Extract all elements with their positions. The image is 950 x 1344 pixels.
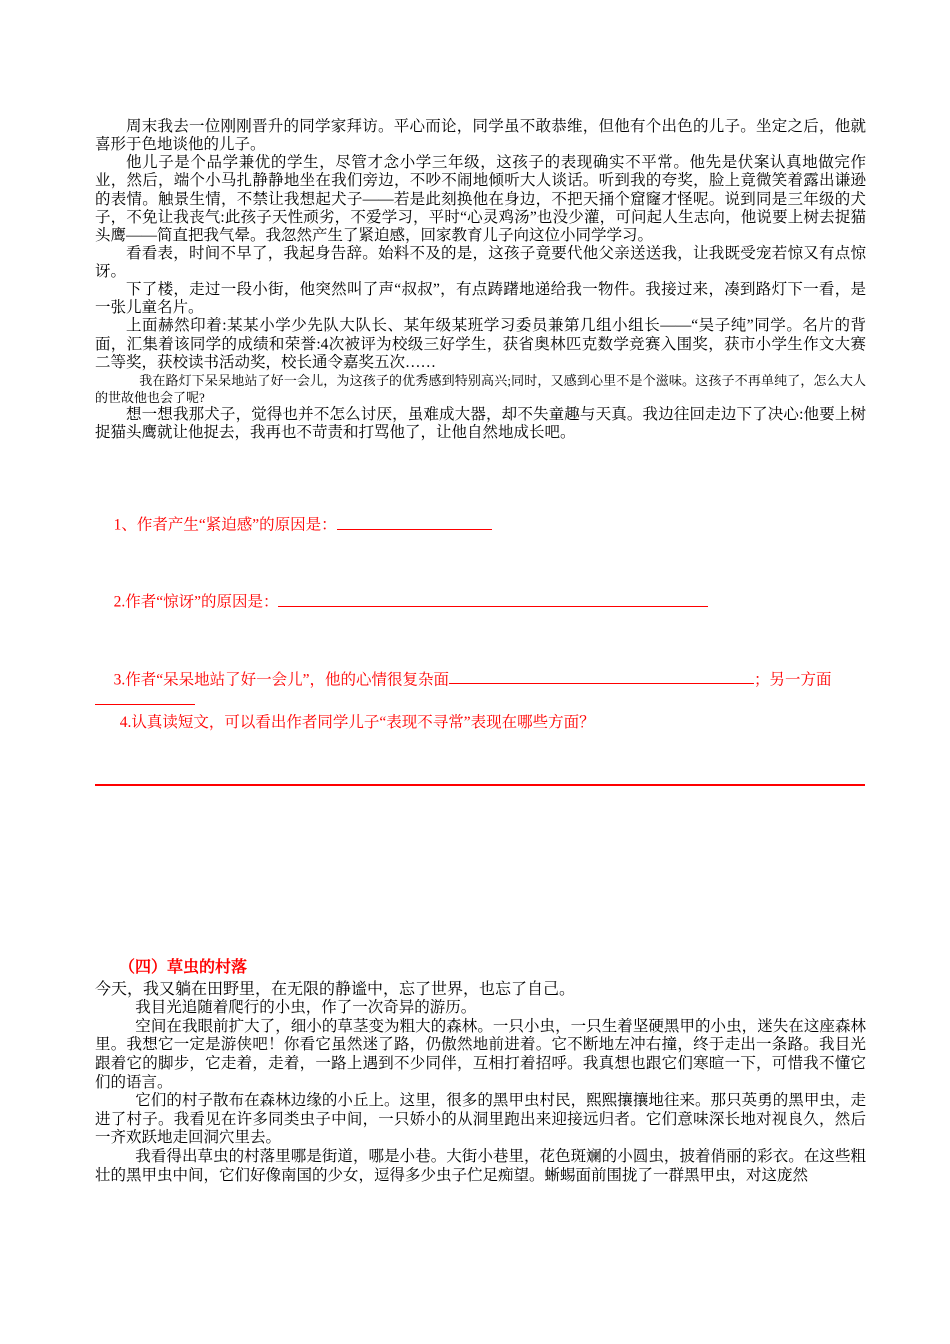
essay2-paragraph-5: 我看得出草虫的村落里哪是街道，哪是小巷。大街小巷里，花色斑斓的小圆虫，披着俏丽的彩衣。在这些粗壮的黑甲虫中间，它们好像南国的少女，逗得多少虫子伫足痴望。蜥蜴面前围拢了一群黑甲虫，对这庞然 [95,1148,866,1184]
section-title: （四）草虫的村落 [119,959,248,977]
essay1-paragraph-6: 我在路灯下呆呆地站了好一会儿，为这孩子的优秀感到特别高兴;同时，又感到心里不是个滋味。这孩子不再单纯了，怎么大人的世故他也会了呢? [95,372,866,405]
essay1-paragraph-2: 他儿子是个品学兼优的学生，尽管才念小学三年级，这孩子的表现确实不平常。他先是伏案认真地做完作业，然后，端个小马扎静静地坐在我们旁边，不吵不闹地倾听大人谈话。听到我的夸奖，脸上竟微笑着露出谦逊的表情。触景生情，不禁让我想起犬子——若是此刻换他在身边，不把天捅个窟窿才怪呢。说到同是三年级的犬子，不免让我丧气:此孩子天性顽劣，不爱学习，平时“心灵鸡汤”也没少灌，可问起人生志向，他说要上树去捉猫头鹰——简直把我气晕。我忽然产生了紧迫感，回家教育儿子向这位小同学学习。 [95,154,866,244]
essay2-paragraph-4: 它们的村子散布在森林边缘的小丘上。这里，很多的黑甲虫村民，熙熙攘攘地往来。那只英勇的黑甲虫，走进了村子。我看见在许多同类虫子中间，一只娇小的从洞里跑出来迎接远归者。它们意味深长地对视良久，然后一齐欢跃地走回洞穴里去。 [95,1092,866,1147]
question-2-answer-blank [278,591,708,607]
essay1-paragraph-1: 周末我去一位刚刚晋升的同学家拜访。平心而论，同学虽不敢恭维，但他有个出色的儿子。坐定之后，他就喜形于色地谈他的儿子。 [95,118,866,154]
question-3-answer-blank-2 [95,690,195,706]
essay-passage-1 [95,118,866,442]
question-1-label: 1、作者产生“紧迫感”的原因是： [113,517,337,535]
essay1-paragraph-4: 下了楼，走过一段小街，他突然叫了声“叔叔”，有点踌躇地递给我一物件。我接过来，凑到路灯下一看，是一张儿童名片。 [95,281,866,317]
question-3-answer-blank-1 [449,669,754,685]
question-1 [95,514,866,535]
essay1-paragraph-3: 看看表，时间不早了，我起身告辞。始料不及的是，这孩子竟要代他父亲送送我，让我既受宠若惊又有点惊讶。 [95,244,866,280]
question-1-answer-blank [337,514,492,530]
question-list [95,514,866,786]
question-4 [95,713,866,732]
essay2-paragraph-2: 我目光追随着爬行的小虫，作了一次奇异的游历。 [135,999,477,1017]
essay-passage-2 [95,954,866,1185]
essay2-paragraph-1: 今天，我又躺在田野里，在无限的静谧中，忘了世界，也忘了自己。 [95,981,576,999]
essay1-paragraph-5: 上面赫然印着:某某小学少先队大队长、某年级某班学习委员兼第几组小组长——“吴子纯”同学。名片的背面，汇集着该同学的成绩和荣誉:4次被评为校级三好学生，获省奥林匹克数学竞赛入围奖，获市小学生作文大赛二等奖，获校读书活动奖，校长通令嘉奖五次…… [95,317,866,371]
question-4-answer-line [95,784,865,786]
question-4-label: 4.认真读短文，可以看出作者同学儿子“表现不寻常”表现在哪些方面？ [119,713,595,731]
essay2-paragraph-3: 空间在我眼前扩大了，细小的草茎变为粗大的森林。一只小虫，一只生着坚硬黑甲的小虫，迷失在这座森林里。我想它一定是游侠吧！你看它虽然迷了路，仍傲然地前进着。它不断地左冲右撞，终于走出一条路。我目光跟着它的脚步，它走着，走着，一路上遇到不少同伴，互相打着招呼。我真想也跟它们寒暄一下，可惜我不懂它们的语言。 [95,1017,866,1091]
question-3-label-part1: 3.作者“呆呆地站了好一会儿”，他的心情很复杂面 [113,671,449,689]
essay1-paragraph-7: 想一想我那犬子，觉得也并不怎么讨厌，虽难成大器，却不失童趣与天真。我边往回走边下了决心:他要上树捉猫头鹰就让他捉去，我再也不苛责和打骂他了，让他自然地成长吧。 [95,406,866,442]
question-3 [95,669,866,711]
question-2-label: 2.作者“惊讶”的原因是： [113,594,279,612]
question-2 [95,591,866,612]
question-3-label-part2: ；另一方面 [753,671,832,689]
